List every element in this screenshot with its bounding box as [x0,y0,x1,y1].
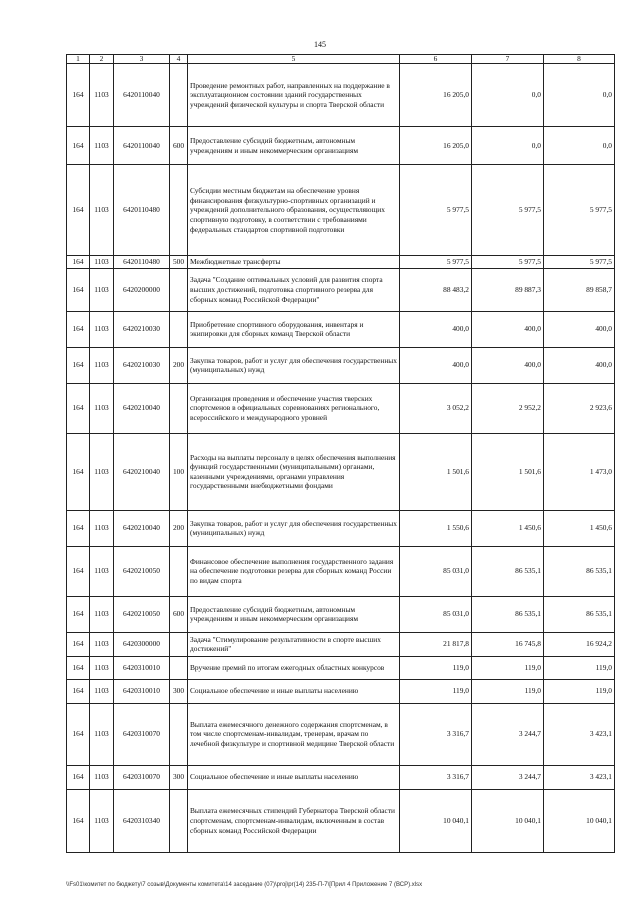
section-code-cell: 1103 [90,268,114,311]
amount-year1-cell: 5 977,5 [400,165,472,256]
amount-year3-cell: 119,0 [544,679,615,703]
amount-year2-cell: 119,0 [472,656,544,679]
amount-year2-cell: 3 244,7 [472,703,544,765]
table-row [67,703,615,765]
table-row [67,127,615,165]
item-name-cell: Предоставление субсидий бюджетным, автономным учреждениям и иным некоммерческим организациям [188,596,400,632]
header-cell: 3 [114,55,170,64]
amount-year3-cell: 1 473,0 [544,433,615,510]
amount-year2-cell: 1 450,6 [472,510,544,546]
item-name-cell: Расходы на выплаты персоналу в целях обеспечения выполнения функций государственными (муниципальными) органами, казенными учреждениями, органами управления государственными внебюджетными фондами [188,433,400,510]
amount-year3-cell: 0,0 [544,127,615,165]
section-code-cell: 1103 [90,703,114,765]
amount-year2-cell: 10 040,1 [472,789,544,852]
table-row [67,510,615,546]
header-cell: 6 [400,55,472,64]
target-code-cell: 6420210040 [114,433,170,510]
expense-type-cell: 600 [170,127,188,165]
section-code-cell: 1103 [90,632,114,656]
amount-year2-cell: 0,0 [472,127,544,165]
page-number: 145 [314,40,326,49]
amount-year2-cell: 400,0 [472,311,544,347]
amount-year2-cell: 1 501,6 [472,433,544,510]
item-name-cell: Межбюджетные трансферты [188,256,400,269]
target-code-cell: 6420210050 [114,546,170,596]
admin-code-cell: 164 [67,656,90,679]
section-code-cell: 1103 [90,383,114,433]
expense-type-cell: 500 [170,256,188,269]
table-row [67,64,615,127]
admin-code-cell: 164 [67,546,90,596]
target-code-cell: 6420310010 [114,679,170,703]
expense-type-cell [170,268,188,311]
section-code-cell: 1103 [90,433,114,510]
section-code-cell: 1103 [90,596,114,632]
amount-year1-cell: 119,0 [400,679,472,703]
admin-code-cell: 164 [67,596,90,632]
header-cell: 4 [170,55,188,64]
table-row [67,347,615,383]
item-name-cell: Субсидии местным бюджетам на обеспечение уровня финансирования физкультурно-спортивных организаций и учреждений дополнительного образования, осуществляющих спортивную подготовку, в соответствии с требованиями федеральных стандартов спортивной подготовки [188,165,400,256]
item-name-cell: Закупка товаров, работ и услуг для обеспечения государственных (муниципальных) нужд [188,347,400,383]
section-code-cell: 1103 [90,765,114,789]
amount-year1-cell: 3 052,2 [400,383,472,433]
expense-type-cell [170,632,188,656]
amount-year3-cell: 86 535,1 [544,546,615,596]
section-code-cell: 1103 [90,311,114,347]
item-name-cell: Социальное обеспечение и иные выплаты населению [188,765,400,789]
admin-code-cell: 164 [67,256,90,269]
amount-year1-cell: 3 316,7 [400,703,472,765]
amount-year2-cell: 86 535,1 [472,546,544,596]
table-row [67,433,615,510]
section-code-cell: 1103 [90,546,114,596]
target-code-cell: 6420200000 [114,268,170,311]
amount-year1-cell: 1 501,6 [400,433,472,510]
budget-table [66,54,615,853]
amount-year3-cell: 86 535,1 [544,596,615,632]
amount-year3-cell: 119,0 [544,656,615,679]
amount-year1-cell: 85 031,0 [400,596,472,632]
amount-year1-cell: 5 977,5 [400,256,472,269]
item-name-cell: Вручение премий по итогам ежегодных областных конкурсов [188,656,400,679]
table-row [67,596,615,632]
header-cell: 8 [544,55,615,64]
amount-year3-cell: 400,0 [544,347,615,383]
admin-code-cell: 164 [67,510,90,546]
expense-type-cell [170,311,188,347]
expense-type-cell: 100 [170,433,188,510]
amount-year1-cell: 400,0 [400,311,472,347]
amount-year3-cell: 0,0 [544,64,615,127]
expense-type-cell: 300 [170,679,188,703]
expense-type-cell [170,656,188,679]
target-code-cell: 6420310010 [114,656,170,679]
item-name-cell: Организация проведения и обеспечение участия тверских спортсменов в официальных соревнованиях регионального, всероссийского и международного уровней [188,383,400,433]
amount-year3-cell: 1 450,6 [544,510,615,546]
amount-year1-cell: 3 316,7 [400,765,472,789]
table-row [67,789,615,852]
target-code-cell: 6420300000 [114,632,170,656]
table-row [67,268,615,311]
target-code-cell: 6420310070 [114,765,170,789]
file-path-footer: \\Fs01\комитет по бюджету\7 созыв\Документы комитета\14 заседание (07)\proj\pr(14) 235-П-7\[Прил 4 Приложение 7 (ВСР).xlsx [66,882,423,888]
section-code-cell: 1103 [90,679,114,703]
section-code-cell: 1103 [90,656,114,679]
item-name-cell: Задача "Стимулирование результативности в спорте высших достижений" [188,632,400,656]
amount-year2-cell: 0,0 [472,64,544,127]
expense-type-cell [170,703,188,765]
section-code-cell: 1103 [90,127,114,165]
admin-code-cell: 164 [67,433,90,510]
amount-year3-cell: 5 977,5 [544,165,615,256]
header-cell: 2 [90,55,114,64]
amount-year3-cell: 2 923,6 [544,383,615,433]
table-row [67,256,615,269]
target-code-cell: 6420310340 [114,789,170,852]
amount-year2-cell: 89 887,3 [472,268,544,311]
table-row [67,165,615,256]
target-code-cell: 6420210030 [114,311,170,347]
expense-type-cell [170,383,188,433]
admin-code-cell: 164 [67,165,90,256]
target-code-cell: 6420310070 [114,703,170,765]
amount-year1-cell: 88 483,2 [400,268,472,311]
amount-year3-cell: 89 858,7 [544,268,615,311]
target-code-cell: 6420210040 [114,510,170,546]
amount-year3-cell: 16 924,2 [544,632,615,656]
amount-year3-cell: 3 423,1 [544,703,615,765]
amount-year1-cell: 10 040,1 [400,789,472,852]
admin-code-cell: 164 [67,383,90,433]
table-row [67,632,615,656]
section-code-cell: 1103 [90,347,114,383]
expense-type-cell: 200 [170,510,188,546]
amount-year1-cell: 1 550,6 [400,510,472,546]
admin-code-cell: 164 [67,127,90,165]
admin-code-cell: 164 [67,679,90,703]
admin-code-cell: 164 [67,765,90,789]
admin-code-cell: 164 [67,789,90,852]
header-cell: 5 [188,55,400,64]
admin-code-cell: 164 [67,64,90,127]
admin-code-cell: 164 [67,632,90,656]
target-code-cell: 6420210050 [114,596,170,632]
item-name-cell: Задача "Создание оптимальных условий для развития спорта высших достижений, подготовка спортивного резерва для сборных команд Российской Федерации" [188,268,400,311]
amount-year2-cell: 119,0 [472,679,544,703]
section-code-cell: 1103 [90,789,114,852]
amount-year2-cell: 5 977,5 [472,165,544,256]
table-row [67,311,615,347]
amount-year1-cell: 119,0 [400,656,472,679]
target-code-cell: 6420110480 [114,165,170,256]
item-name-cell: Финансовое обеспечение выполнения государственного задания на обеспечение подготовки резерва для сборных команд России по видам спорта [188,546,400,596]
item-name-cell: Закупка товаров, работ и услуг для обеспечения государственных (муниципальных) нужд [188,510,400,546]
expense-type-cell [170,789,188,852]
item-name-cell: Социальное обеспечение и иные выплаты населению [188,679,400,703]
section-code-cell: 1103 [90,165,114,256]
amount-year3-cell: 5 977,5 [544,256,615,269]
section-code-cell: 1103 [90,64,114,127]
header-row [67,55,615,64]
amount-year2-cell: 5 977,5 [472,256,544,269]
expense-type-cell [170,546,188,596]
target-code-cell: 6420110040 [114,64,170,127]
header-cell: 7 [472,55,544,64]
table-row [67,383,615,433]
expense-type-cell: 300 [170,765,188,789]
expense-type-cell: 200 [170,347,188,383]
amount-year1-cell: 21 817,8 [400,632,472,656]
target-code-cell: 6420110040 [114,127,170,165]
amount-year3-cell: 400,0 [544,311,615,347]
target-code-cell: 6420110480 [114,256,170,269]
item-name-cell: Предоставление субсидий бюджетным, автономным учреждениям и иным некоммерческим организациям [188,127,400,165]
item-name-cell: Выплата ежемесячного денежного содержания спортсменам, в том числе спортсменам-инвалидам, тренерам, врачам по лечебной физкультуре и спортивной медицине Тверской области [188,703,400,765]
expense-type-cell: 600 [170,596,188,632]
amount-year1-cell: 16 205,0 [400,127,472,165]
target-code-cell: 6420210040 [114,383,170,433]
admin-code-cell: 164 [67,311,90,347]
amount-year2-cell: 16 745,8 [472,632,544,656]
expense-type-cell [170,165,188,256]
amount-year1-cell: 400,0 [400,347,472,383]
amount-year3-cell: 10 040,1 [544,789,615,852]
table-row [67,656,615,679]
target-code-cell: 6420210030 [114,347,170,383]
amount-year2-cell: 3 244,7 [472,765,544,789]
expense-type-cell [170,64,188,127]
table-row [67,679,615,703]
item-name-cell: Проведение ремонтных работ, направленных на поддержание в эксплуатационном состоянии зданий государственных учреждений физической культуры и спорта Тверской области [188,64,400,127]
header-cell: 1 [67,55,90,64]
table-row [67,546,615,596]
amount-year1-cell: 85 031,0 [400,546,472,596]
item-name-cell: Выплата ежемесячных стипендий Губернатора Тверской области спортсменам, спортсменам-инвалидам, включенным в состав сборных команд Российской Федерации [188,789,400,852]
table-row [67,765,615,789]
item-name-cell: Приобретение спортивного оборудования, инвентаря и экипировки для сборных команд Тверской области [188,311,400,347]
amount-year2-cell: 2 952,2 [472,383,544,433]
amount-year3-cell: 3 423,1 [544,765,615,789]
section-code-cell: 1103 [90,510,114,546]
admin-code-cell: 164 [67,703,90,765]
admin-code-cell: 164 [67,268,90,311]
admin-code-cell: 164 [67,347,90,383]
section-code-cell: 1103 [90,256,114,269]
amount-year1-cell: 16 205,0 [400,64,472,127]
amount-year2-cell: 400,0 [472,347,544,383]
amount-year2-cell: 86 535,1 [472,596,544,632]
